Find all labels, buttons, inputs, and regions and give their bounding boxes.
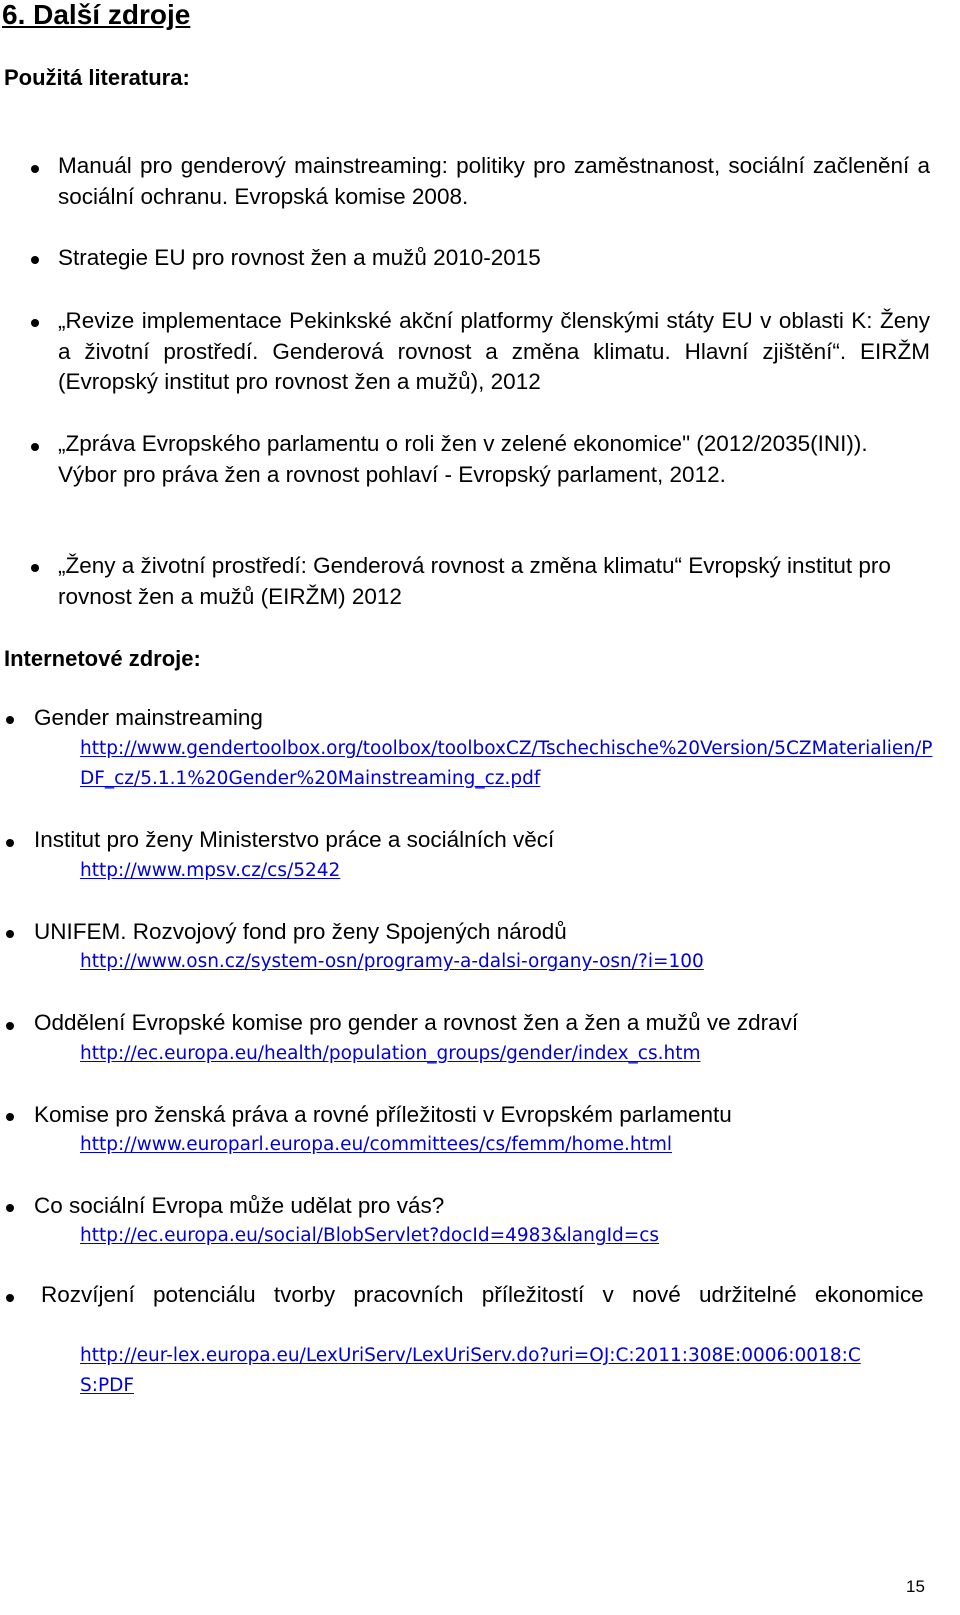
source-link[interactable]: http://www.mpsv.cz/cs/5242 [80,860,341,881]
bullet-icon [31,319,39,327]
bullet-icon [6,1294,14,1302]
literature-item-text: „Revize implementace Pekinkské akční platformy členskými státy EU v oblasti K: Ženy a životní prostředí. Genderová rovnost a změna klimatu. Hlavní zjištění“. EIRŽM (Evropský institut pro rovnost žen a mužů), 2012 [58,308,930,394]
bullet-icon [6,1204,14,1212]
source-link[interactable]: http://ec.europa.eu/health/population_groups/gender/index_cs.htm [80,1043,701,1064]
bullet-icon [31,256,39,264]
source-title: Gender mainstreaming [34,705,263,730]
internet-heading: Internetové zdroje: [4,646,201,671]
page-number: 15 [906,1577,925,1596]
bullet-icon [31,443,39,451]
bullet-icon [31,564,39,572]
source-link[interactable]: http://www.europarl.europa.eu/committees/cs/femm/home.html [80,1134,672,1155]
literature-item-text: „Ženy a životní prostředí: Genderová rovnost a změna klimatu“ Evropský institut pro rovnost žen a mužů (EIRŽM) 2012 [58,553,891,609]
literature-item-text: Manuál pro genderový mainstreaming: politiky pro zaměstnanost, sociální začlenění a sociální ochranu. Evropská komise 2008. [58,153,930,209]
source-link[interactable]: http://www.osn.cz/system-osn/programy-a-dalsi-organy-osn/?i=100 [80,951,704,972]
source-title: Oddělení Evropské komise pro gender a rovnost žen a žen a mužů ve zdraví [34,1010,799,1035]
literature-item-text: Strategie EU pro rovnost žen a mužů 2010-2015 [58,245,541,270]
source-link[interactable]: http://eur-lex.europa.eu/LexUriServ/LexUriServ.do?uri=OJ:C:2011:308E:0006:0018:CS:PDF [80,1345,861,1396]
section-title: 6. Další zdroje [2,0,191,30]
bullet-icon [6,930,14,938]
source-link[interactable]: http://www.gendertoolbox.org/toolbox/toolboxCZ/Tschechische%20Version/5CZMaterialien/PDF_cz/5.1.1%20Gender%20Mainstreaming_cz.pdf [80,738,933,789]
source-title: UNIFEM. Rozvojový fond pro ženy Spojených národů [34,919,567,944]
literature-heading: Použitá literatura: [4,65,190,90]
source-title: Komise pro ženská práva a rovné příležitosti v Evropském parlamentu [34,1102,732,1127]
bullet-icon [6,716,14,724]
bullet-icon [6,1022,14,1030]
bullet-icon [6,839,14,847]
bullet-icon [31,165,39,173]
source-title: Institut pro ženy Ministerstvo práce a sociálních věcí [34,827,555,852]
source-link[interactable]: http://ec.europa.eu/social/BlobServlet?docId=4983&langId=cs [80,1225,660,1246]
source-title: Co sociální Evropa může udělat pro vás? [34,1193,445,1218]
literature-item-text: „Zpráva Evropského parlamentu o roli žen v zelené ekonomice" (2012/2035(INI)). Výbor pro práva žen a rovnost pohlaví - Evropský parlament, 2012. [58,431,868,487]
source-title: Rozvíjení potenciálu tvorby pracovních příležitostí v nové udržitelné ekonomice [41,1282,924,1307]
bullet-icon [6,1113,14,1121]
